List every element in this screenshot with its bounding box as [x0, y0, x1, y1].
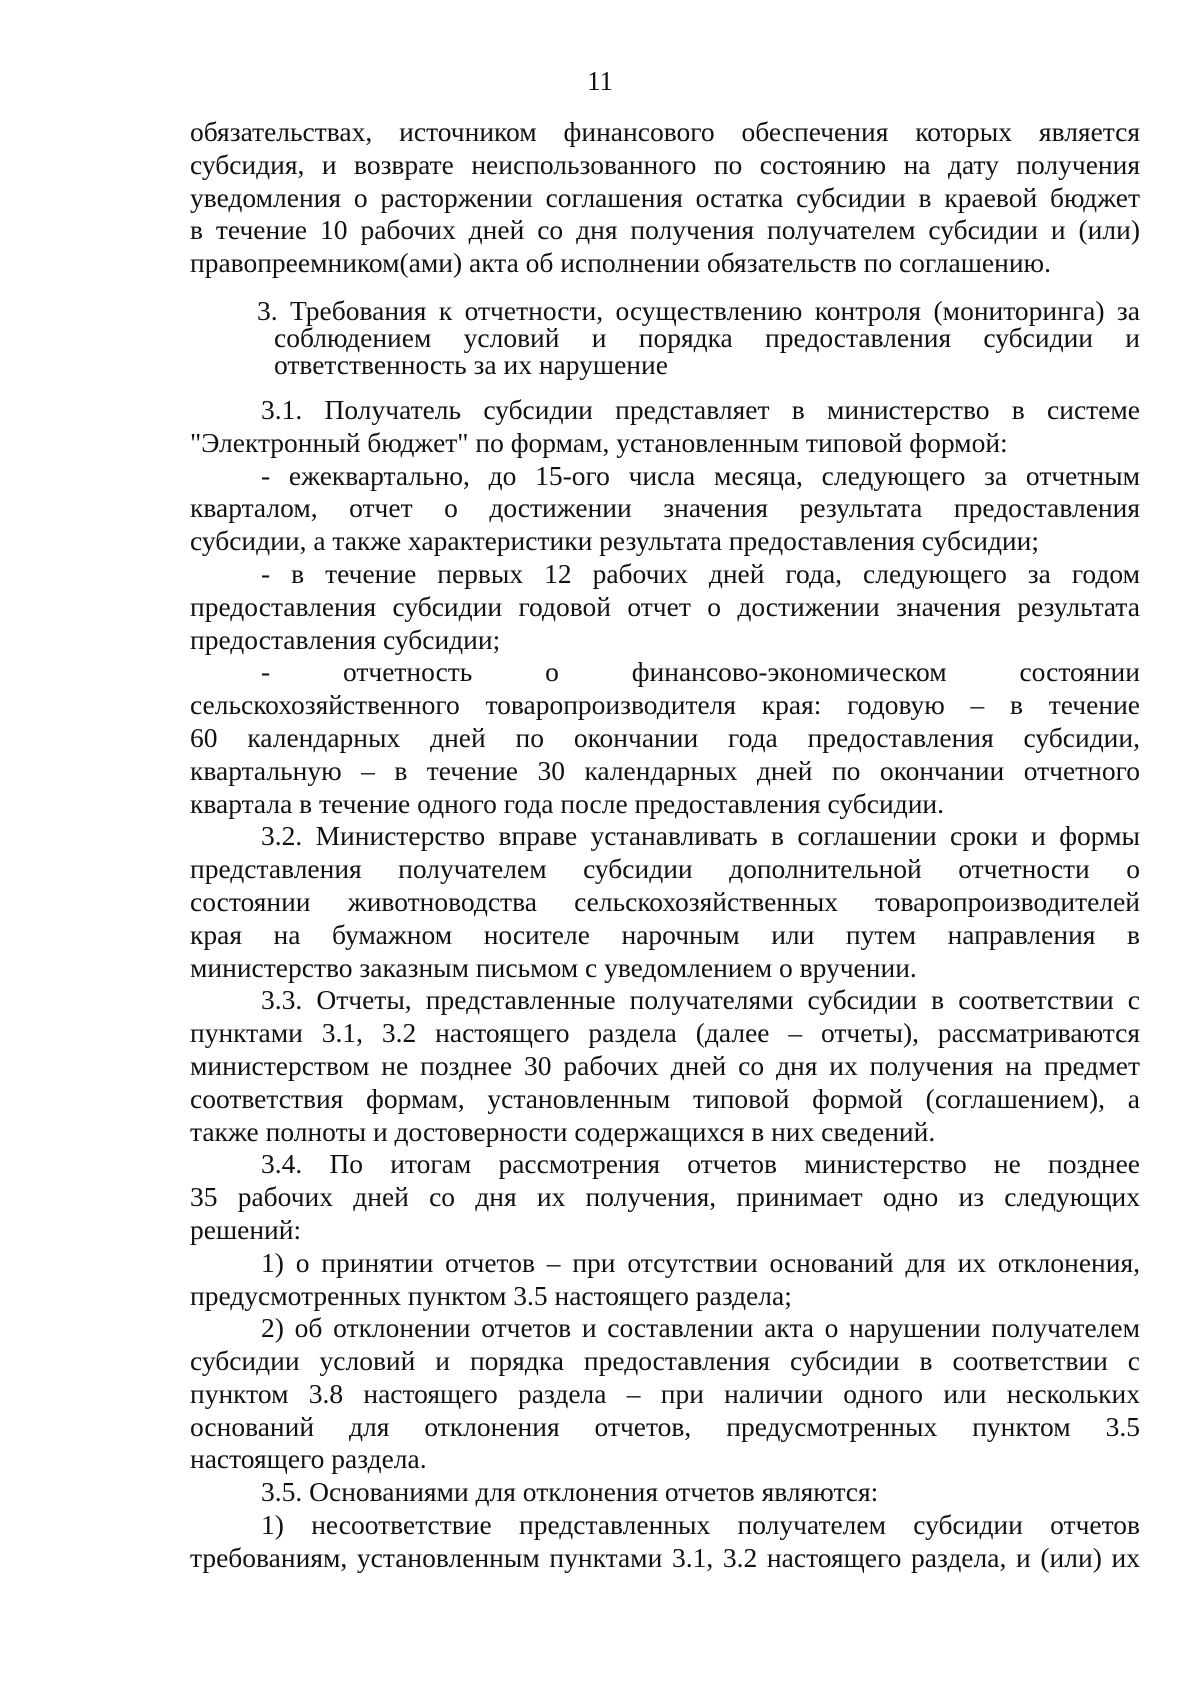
text-line: требованиям, установленным пунктами 3.1, 3.2 настоящего раздела, и (или) их [190, 1541, 1140, 1573]
text-line: представления получателем субсидии дополнительной отчетности о [190, 853, 1140, 885]
paragraph [190, 1247, 1140, 1313]
text-line: сельскохозяйственного товаропроизводителя края: годовую – в течение [190, 689, 1140, 721]
text-line: министерство заказным письмом с уведомлением о вручении. [190, 951, 917, 983]
text-line: "Электронный бюджет" по формам, установленным типовой формой: [190, 426, 1008, 458]
text-line: 3.3. Отчеты, представленные получателями субсидии в соответствии с [261, 984, 1140, 1016]
text-line: кварталом, отчет о достижении значения результата предоставления [190, 492, 1140, 524]
text-line: министерством не позднее 30 рабочих дней со дня их получения на предмет [190, 1049, 1140, 1081]
section-paragraphs [190, 394, 1140, 1575]
text-line: - отчетность о финансово-экономическом состоянии [261, 656, 1140, 688]
text-line: обязательствах, источником финансового обеспечения которых является [190, 116, 1140, 147]
heading-line: ответственность за их нарушение [274, 348, 668, 380]
paragraph [190, 558, 1140, 656]
paragraph [190, 394, 1140, 460]
paragraph [190, 1148, 1140, 1246]
text-line: субсидии, а также характеристики результата предоставления субсидии; [190, 525, 1040, 557]
heading-line: 3. Требования к отчетности, осуществлению контроля (мониторинга) за [257, 294, 1140, 326]
text-line: - ежеквартально, до 15-ого числа месяца, следующего за отчетным [261, 459, 1140, 491]
text-line: 2) об отклонении отчетов и составлении акта о нарушении получателем [261, 1312, 1140, 1344]
paragraph [190, 656, 1140, 820]
paragraph [190, 460, 1140, 558]
paragraph [190, 1476, 1140, 1509]
text-line: 35 рабочих дней со дня их получения, принимает одно из следующих [190, 1181, 1140, 1213]
text-line: субсидия, и возврате неиспользованного по состоянию на дату получения [190, 148, 1140, 180]
text-line: уведомления о расторжении соглашения остатка субсидии в краевой бюджет [190, 181, 1140, 213]
text-line: в течение 10 рабочих дней со дня получения получателем субсидии и (или) [190, 214, 1140, 246]
text-line: - в течение первых 12 рабочих дней года, следующего за годом [261, 557, 1140, 589]
text-line: 3.2. Министерство вправе устанавливать в соглашении сроки и формы [261, 820, 1140, 852]
text-line: настоящего раздела. [190, 1443, 427, 1475]
text-line: пунктом 3.8 настоящего раздела – при наличии одного или нескольких [190, 1377, 1140, 1409]
text-line: соответствия формам, установленным типовой формой (соглашением), а [190, 1082, 1140, 1114]
paragraph [190, 984, 1140, 1148]
text-line: предоставления субсидии годовой отчет о достижении значения результата [190, 590, 1140, 622]
intro-paragraph [190, 116, 1140, 280]
heading-line: соблюдением условий и порядка предоставления субсидии и [274, 321, 1140, 353]
section-heading [190, 294, 1140, 380]
paragraph [190, 1509, 1140, 1575]
page-number: 11 [587, 66, 613, 96]
text-line: правопреемником(ами) акта об исполнении обязательств по соглашению. [190, 247, 1051, 279]
paragraph [190, 820, 1140, 984]
text-line: состоянии животноводства сельскохозяйственных товаропроизводителей [190, 885, 1140, 917]
text-line: 60 календарных дней по окончании года предоставления субсидии, [190, 721, 1140, 753]
paragraph [190, 1312, 1140, 1476]
text-line: также полноты и достоверности содержащихся в них сведений. [190, 1115, 936, 1147]
text-line: края на бумажном носителе нарочным или путем направления в [190, 918, 1140, 950]
text-line: 3.4. По итогам рассмотрения отчетов министерство не позднее [261, 1148, 1140, 1180]
text-line: 1) несоответствие представленных получателем субсидии отчетов [261, 1509, 1140, 1541]
text-line: квартала в течение одного года после предоставления субсидии. [190, 787, 945, 819]
text-line: пунктами 3.1, 3.2 настоящего раздела (далее – отчеты), рассматриваются [190, 1017, 1140, 1049]
text-line: квартальную – в течение 30 календарных дней по окончании отчетного [190, 754, 1140, 786]
text-line: предоставления субсидии; [190, 623, 501, 655]
text-line: решений: [190, 1213, 302, 1245]
text-line: оснований для отклонения отчетов, предусмотренных пунктом 3.5 [190, 1410, 1140, 1442]
text-line: 1) о принятии отчетов – при отсутствии оснований для их отклонения, [261, 1246, 1140, 1278]
text-line: 3.1. Получатель субсидии представляет в министерство в системе [261, 393, 1140, 425]
text-line: 3.5. Основаниями для отклонения отчетов являются: [261, 1476, 879, 1508]
text-line: субсидии условий и порядка предоставления субсидии в соответствии с [190, 1345, 1140, 1377]
document-body [190, 116, 1140, 1575]
text-line: предусмотренных пунктом 3.5 настоящего раздела; [190, 1279, 792, 1311]
